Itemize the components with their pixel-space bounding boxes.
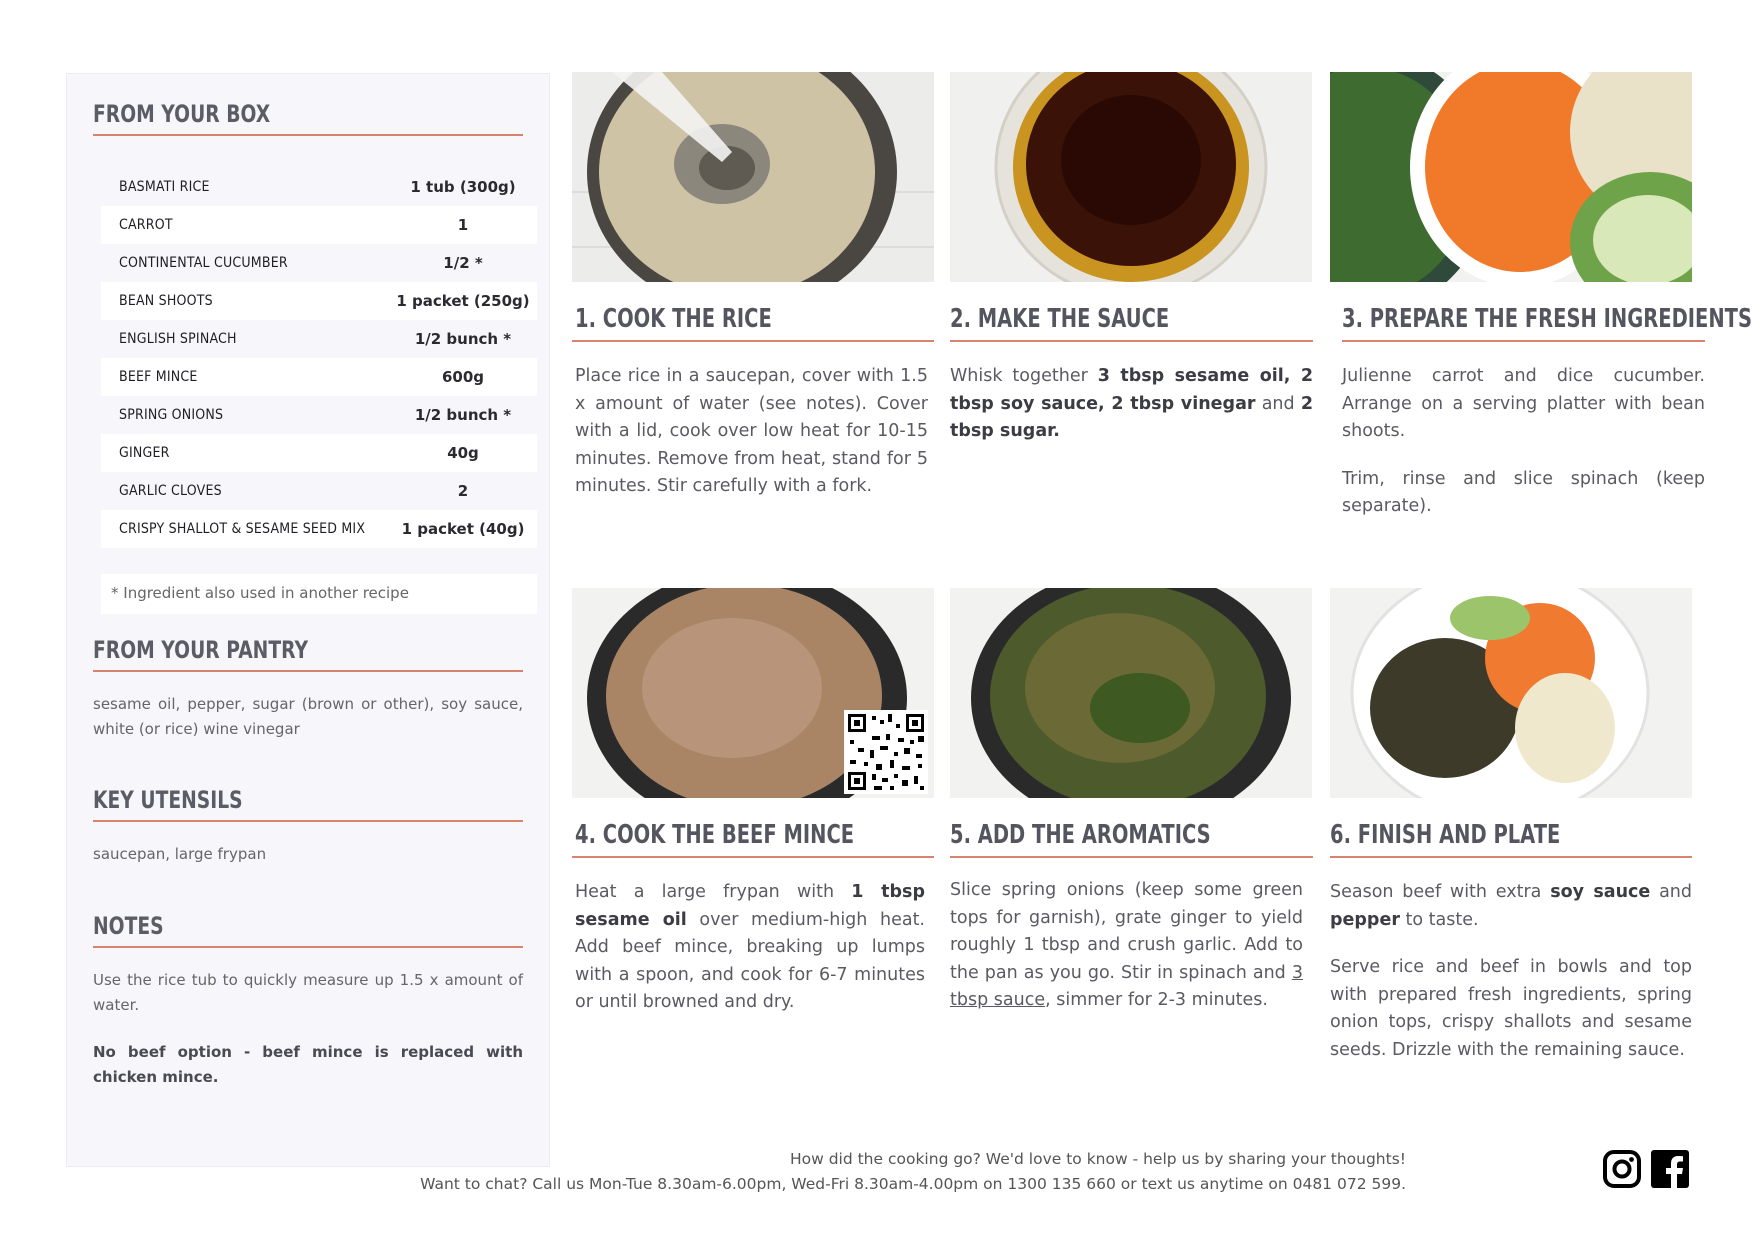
step-6-title: 6. FINISH AND PLATE	[1330, 820, 1561, 850]
step-6-text-run: Season beef with extra	[1330, 882, 1551, 902]
ingredient-name: SPRING ONIONS	[119, 407, 224, 423]
from-your-box-heading: FROM YOUR BOX	[93, 100, 271, 128]
step-2-text-run: and	[1255, 393, 1301, 414]
step-1-title: 1. COOK THE RICE	[575, 304, 772, 334]
ingredient-qty: 40g	[447, 444, 479, 462]
step-2-title: 2. MAKE THE SAUCE	[950, 304, 1170, 334]
ingredient-name: BASMATI RICE	[119, 179, 210, 195]
heading-divider	[93, 946, 523, 948]
notes-heading: NOTES	[93, 912, 164, 940]
step-5-text	[950, 877, 1303, 1035]
beef-mince-photo	[572, 588, 934, 798]
step-divider	[1342, 340, 1705, 342]
ingredient-qty: 1/2 *	[443, 254, 483, 272]
facebook-icon[interactable]	[1651, 1150, 1689, 1188]
step-divider	[1330, 856, 1692, 858]
fresh-ingredients-photo	[1330, 72, 1692, 282]
ingredient-qty: 600g	[441, 368, 485, 386]
step-2-bold-run: 2 tbsp sugar.	[950, 393, 1313, 441]
ingredient-qty: 1/2 bunch *	[414, 330, 512, 348]
step-2-text-run: Whisk together	[950, 366, 1098, 386]
step-5-text-run: Slice spring onions (keep some green tops for garnish), grate ginger to yield roughly 1 tbsp and crush garlic. Add to the pan as you go. Stir in spinach and	[950, 880, 1303, 983]
pantry-text: sesame oil, pepper, sugar (brown or other), soy sauce, white (or rice) wine vinegar	[93, 695, 523, 738]
ingredient-row	[101, 396, 537, 434]
step-divider	[572, 856, 934, 858]
ingredient-name: CRISPY SHALLOT & SESAME SEED MIX	[119, 521, 366, 537]
step-1-paragraph: Place rice in a saucepan, cover with 1.5 x amount of water (see notes). Cover with a lid, cook over low heat for 10-15 minutes. Remove from heat, stand for 5 minutes. Stir carefully with a fork.	[575, 366, 928, 496]
ingredient-qty: 1/2 bunch *	[414, 406, 512, 424]
step-6-text-run: to taste.	[1399, 909, 1479, 930]
step-4-text-run: over medium-high heat. Add beef mince, breaking up lumps with a spoon, and cook for 6-7 minutes or until browned and dry.	[575, 909, 925, 1012]
heading-divider	[93, 670, 523, 672]
ingredient-row	[101, 320, 537, 358]
utensils-text: saucepan, large frypan	[93, 845, 267, 863]
notes-text: Use the rice tub to quickly measure up 1.5 x amount of water.	[93, 971, 523, 1014]
rice-photo	[572, 72, 934, 282]
step-5-text-run: , simmer for 2-3 minutes.	[1045, 990, 1268, 1010]
feedback-text: How did the cooking go? We'd love to know - help us by sharing your thoughts!	[789, 1150, 1406, 1168]
step-4-bold-run: 1 tbsp sesame oil	[575, 882, 925, 930]
step-6-bold-run: pepper	[1330, 909, 1400, 930]
step-divider	[950, 340, 1313, 342]
heading-divider	[93, 134, 523, 136]
sauce-photo	[950, 72, 1312, 282]
step-1-text	[575, 363, 928, 521]
step-5-underlined-run: 3 tbsp sauce	[950, 962, 1303, 1010]
ingredient-footnote: * Ingredient also used in another recipe	[101, 574, 537, 614]
ingredient-row	[101, 282, 537, 320]
ingredient-qty: 2	[457, 482, 469, 500]
ingredient-name: CARROT	[119, 217, 173, 233]
qr-code	[844, 710, 928, 794]
ingredient-name: CONTINENTAL CUCUMBER	[119, 255, 288, 271]
step-divider	[572, 340, 934, 342]
ingredient-qty: 1 packet (250g)	[396, 292, 530, 310]
ingredient-name: GINGER	[119, 445, 170, 461]
step-3-text	[1342, 363, 1705, 541]
step-6-paragraph: Serve rice and beef in bowls and top with prepared fresh ingredients, spring onion tops, crispy shallots and sesame seeds. Drizzle with the remaining sauce.	[1330, 957, 1692, 1060]
ingredient-row	[101, 510, 537, 548]
ingredient-name: GARLIC CLOVES	[119, 483, 222, 499]
step-6-text-run: and	[1650, 882, 1692, 902]
heading-divider	[93, 820, 523, 822]
ingredient-qty: 1	[457, 216, 469, 234]
ingredient-row	[101, 206, 537, 244]
key-utensils-heading: KEY UTENSILS	[93, 786, 243, 814]
step-3-title: 3. PREPARE THE FRESH INGREDIENTS	[1342, 304, 1753, 334]
step-3-paragraph: Julienne carrot and dice cucumber. Arrange on a serving platter with bean shoots.	[1342, 366, 1705, 441]
from-your-pantry-heading: FROM YOUR PANTRY	[93, 636, 309, 664]
instagram-icon[interactable]	[1603, 1150, 1641, 1188]
ingredient-row	[101, 168, 537, 206]
ingredients-sidebar	[66, 73, 550, 1167]
step-4-text	[575, 879, 925, 1037]
ingredient-row	[101, 472, 537, 510]
ingredient-qty: 1 tub (300g)	[410, 178, 516, 196]
finished-dish-photo	[1330, 588, 1692, 798]
ingredient-row	[101, 358, 537, 396]
step-5-title: 5. ADD THE AROMATICS	[950, 820, 1211, 850]
step-4-title: 4. COOK THE BEEF MINCE	[575, 820, 855, 850]
ingredient-name: BEEF MINCE	[119, 369, 198, 385]
ingredient-qty: 1 packet (40g)	[401, 520, 525, 538]
step-3-paragraph: Trim, rinse and slice spinach (keep separate).	[1342, 468, 1705, 516]
ingredient-name: ENGLISH SPINACH	[119, 331, 237, 347]
step-6-bold-run: soy sauce	[1550, 882, 1651, 902]
step-6-text	[1330, 879, 1692, 1084]
step-2-bold-run: 3 tbsp sesame oil, 2 tbsp soy sauce, 2 tbsp vinegar	[950, 366, 1313, 414]
step-divider	[950, 856, 1313, 858]
ingredient-table	[101, 168, 537, 548]
ingredient-row	[101, 434, 537, 472]
aromatics-photo	[950, 588, 1312, 798]
step-4-text-run: Heat a large frypan with	[575, 882, 852, 902]
step-2-text	[950, 363, 1313, 466]
notes-bold-text: No beef option - beef mince is replaced with chicken mince.	[93, 1043, 523, 1086]
ingredient-row	[101, 244, 537, 282]
ingredient-name: BEAN SHOOTS	[119, 293, 213, 309]
contact-text: Want to chat? Call us Mon-Tue 8.30am-6.00pm, Wed-Fri 8.30am-4.00pm on 1300 135 660 or text us anytime on 0481 072 599.	[420, 1175, 1406, 1193]
